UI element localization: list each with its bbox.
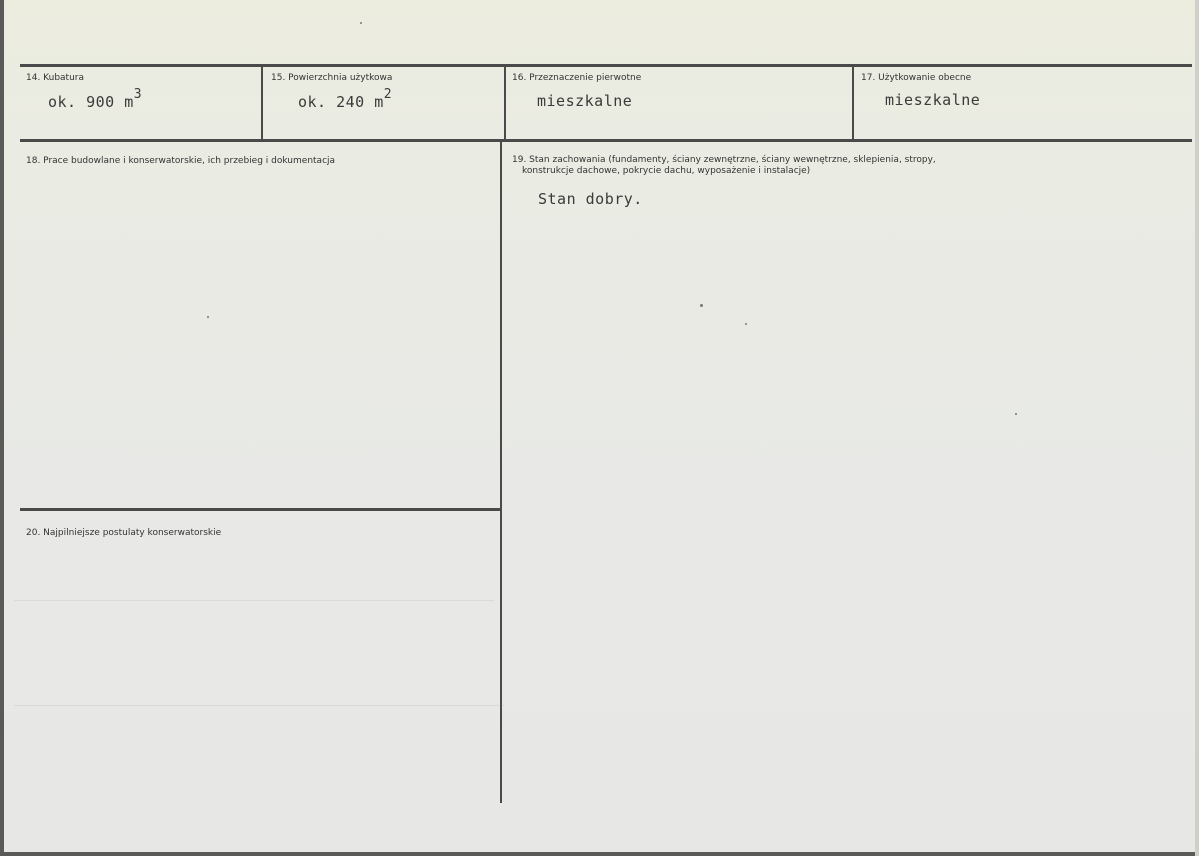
card-edge	[1195, 0, 1199, 856]
scan-artifact	[14, 600, 494, 601]
field-19-label-line2: konstrukcje dachowe, pokrycie dachu, wyposażenie i instalacje)	[522, 166, 811, 176]
field-15-value-text: ok. 240 m	[298, 93, 384, 111]
field-15-superscript: 2	[383, 87, 393, 102]
divider-15-16	[504, 66, 506, 140]
field-18-label: 18. Prace budowlane i konserwatorskie, ich przebieg i dokumentacja	[26, 156, 336, 166]
divider-16-17	[852, 66, 854, 140]
row-rule	[20, 139, 1192, 142]
scan-speck	[360, 22, 362, 24]
field-17-label: 17. Użytkowanie obecne	[861, 73, 972, 83]
field-19-value: Stan dobry.	[538, 190, 643, 208]
field-19-label-line1: 19. Stan zachowania (fundamenty, ściany zewnętrzne, ściany wewnętrzne, sklepienia, stropy,	[512, 155, 936, 165]
field-14-value-text: ok. 900 m	[48, 93, 134, 111]
scan-speck	[700, 304, 703, 307]
top-rule	[20, 64, 1192, 67]
scan-speck	[207, 316, 209, 318]
scan-speck	[745, 323, 747, 325]
field-17-value: mieszkalne	[885, 91, 981, 109]
field-16-label: 16. Przeznaczenie pierwotne	[512, 73, 642, 83]
section-18-20-rule	[20, 508, 501, 511]
field-14-value	[48, 87, 143, 111]
scan-artifact	[14, 705, 504, 706]
field-16-value: mieszkalne	[537, 92, 633, 110]
field-15-value	[298, 87, 393, 111]
divider-14-15	[261, 66, 263, 140]
scan-speck	[1015, 413, 1017, 415]
field-20-label: 20. Najpilniejsze postulaty konserwatorskie	[26, 528, 222, 538]
field-14-label: 14. Kubatura	[26, 73, 85, 83]
field-14-superscript: 3	[133, 87, 143, 102]
record-card	[4, 0, 1195, 852]
divider-main	[500, 141, 502, 803]
field-15-label: 15. Powierzchnia użytkowa	[271, 73, 393, 83]
